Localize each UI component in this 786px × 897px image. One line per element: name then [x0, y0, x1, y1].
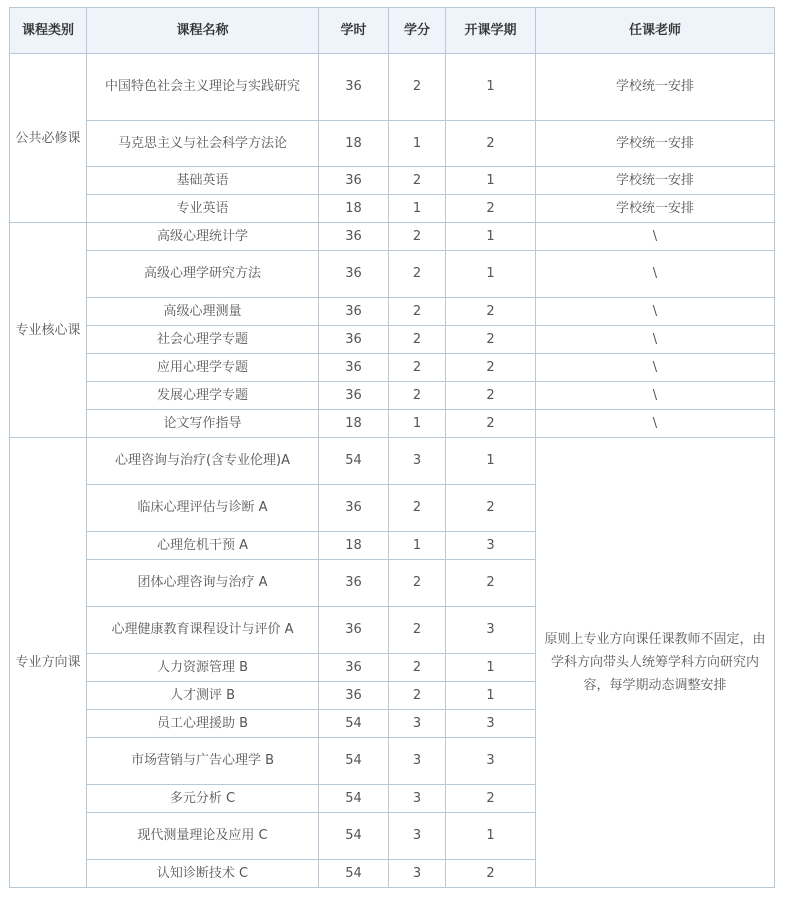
course-hours: 36	[319, 382, 389, 410]
category-direction: 专业方向课	[10, 438, 87, 888]
course-hours: 36	[319, 354, 389, 382]
course-semester: 1	[446, 251, 536, 298]
course-credits: 1	[389, 410, 446, 438]
course-hours: 36	[319, 298, 389, 326]
course-semester: 2	[446, 298, 536, 326]
course-hours: 54	[319, 860, 389, 888]
course-teacher: \	[536, 223, 775, 251]
course-semester: 1	[446, 167, 536, 195]
course-credits: 3	[389, 813, 446, 860]
course-credits: 2	[389, 654, 446, 682]
course-hours: 54	[319, 785, 389, 813]
course-credits: 2	[389, 223, 446, 251]
course-name: 认知诊断技术 C	[87, 860, 319, 888]
course-hours: 54	[319, 438, 389, 485]
header-hours: 学时	[319, 8, 389, 54]
teacher-note: 原则上专业方向课任课教师不固定，由学科方向带头人统筹学科方向研究内容，每学期动态调整安排	[536, 438, 775, 888]
course-table	[9, 7, 775, 888]
course-name: 基础英语	[87, 167, 319, 195]
table-row	[10, 54, 775, 121]
course-teacher: \	[536, 410, 775, 438]
table-row	[10, 438, 775, 485]
course-semester: 3	[446, 738, 536, 785]
course-hours: 36	[319, 167, 389, 195]
course-semester: 2	[446, 354, 536, 382]
course-hours: 36	[319, 654, 389, 682]
course-semester: 1	[446, 682, 536, 710]
header-teacher: 任课老师	[536, 8, 775, 54]
header-semester: 开课学期	[446, 8, 536, 54]
course-name: 应用心理学专题	[87, 354, 319, 382]
course-hours: 36	[319, 560, 389, 607]
course-teacher: 学校统一安排	[536, 121, 775, 167]
table-row	[10, 223, 775, 251]
course-credits: 3	[389, 438, 446, 485]
category-core: 专业核心课	[10, 223, 87, 438]
header-category: 课程类别	[10, 8, 87, 54]
course-credits: 1	[389, 121, 446, 167]
course-hours: 36	[319, 54, 389, 121]
course-semester: 2	[446, 560, 536, 607]
course-teacher: \	[536, 326, 775, 354]
course-credits: 2	[389, 251, 446, 298]
table-row	[10, 354, 775, 382]
course-credits: 2	[389, 382, 446, 410]
course-hours: 36	[319, 251, 389, 298]
course-name: 论文写作指导	[87, 410, 319, 438]
course-teacher: \	[536, 382, 775, 410]
course-semester: 2	[446, 785, 536, 813]
course-semester: 2	[446, 382, 536, 410]
course-hours: 18	[319, 195, 389, 223]
course-name: 人力资源管理 B	[87, 654, 319, 682]
course-name: 人才测评 B	[87, 682, 319, 710]
course-name: 临床心理评估与诊断 A	[87, 485, 319, 532]
course-name: 现代测量理论及应用 C	[87, 813, 319, 860]
course-semester: 2	[446, 410, 536, 438]
course-semester: 2	[446, 326, 536, 354]
course-credits: 2	[389, 354, 446, 382]
table-row	[10, 382, 775, 410]
table-row	[10, 410, 775, 438]
course-hours: 18	[319, 410, 389, 438]
course-name: 中国特色社会主义理论与实践研究	[87, 54, 319, 121]
course-teacher: \	[536, 354, 775, 382]
course-name: 心理危机干预 A	[87, 532, 319, 560]
course-hours: 18	[319, 532, 389, 560]
course-semester: 1	[446, 223, 536, 251]
course-semester: 1	[446, 438, 536, 485]
course-credits: 3	[389, 710, 446, 738]
course-teacher: \	[536, 298, 775, 326]
course-name: 社会心理学专题	[87, 326, 319, 354]
course-semester: 2	[446, 195, 536, 223]
course-credits: 3	[389, 860, 446, 888]
course-credits: 2	[389, 54, 446, 121]
course-name: 高级心理统计学	[87, 223, 319, 251]
course-semester: 3	[446, 710, 536, 738]
table-body	[10, 54, 775, 888]
table-row	[10, 326, 775, 354]
course-name: 高级心理学研究方法	[87, 251, 319, 298]
table-row	[10, 167, 775, 195]
course-semester: 1	[446, 813, 536, 860]
table-row	[10, 195, 775, 223]
table-row	[10, 298, 775, 326]
course-semester: 2	[446, 485, 536, 532]
course-teacher: 学校统一安排	[536, 54, 775, 121]
course-semester: 2	[446, 121, 536, 167]
course-credits: 2	[389, 485, 446, 532]
course-hours: 36	[319, 326, 389, 354]
course-semester: 1	[446, 654, 536, 682]
course-hours: 54	[319, 813, 389, 860]
course-name: 市场营销与广告心理学 B	[87, 738, 319, 785]
course-teacher: 学校统一安排	[536, 167, 775, 195]
course-name: 员工心理援助 B	[87, 710, 319, 738]
course-table-container	[9, 7, 775, 888]
course-hours: 36	[319, 485, 389, 532]
table-row	[10, 251, 775, 298]
course-hours: 36	[319, 607, 389, 654]
course-hours: 36	[319, 223, 389, 251]
course-name: 团体心理咨询与治疗 A	[87, 560, 319, 607]
course-semester: 2	[446, 860, 536, 888]
course-credits: 3	[389, 785, 446, 813]
header-credits: 学分	[389, 8, 446, 54]
course-credits: 2	[389, 560, 446, 607]
header-course-name: 课程名称	[87, 8, 319, 54]
course-credits: 2	[389, 682, 446, 710]
course-credits: 2	[389, 298, 446, 326]
course-name: 高级心理测量	[87, 298, 319, 326]
table-row	[10, 121, 775, 167]
course-name: 马克思主义与社会科学方法论	[87, 121, 319, 167]
course-hours: 18	[319, 121, 389, 167]
course-hours: 54	[319, 738, 389, 785]
course-hours: 54	[319, 710, 389, 738]
course-hours: 36	[319, 682, 389, 710]
course-name: 心理健康教育课程设计与评价 A	[87, 607, 319, 654]
course-credits: 1	[389, 532, 446, 560]
course-teacher: 学校统一安排	[536, 195, 775, 223]
course-credits: 1	[389, 195, 446, 223]
category-public-required: 公共必修课	[10, 54, 87, 223]
course-credits: 3	[389, 738, 446, 785]
course-semester: 1	[446, 54, 536, 121]
course-teacher: \	[536, 251, 775, 298]
course-semester: 3	[446, 532, 536, 560]
course-name: 专业英语	[87, 195, 319, 223]
course-credits: 2	[389, 326, 446, 354]
course-credits: 2	[389, 607, 446, 654]
course-name: 发展心理学专题	[87, 382, 319, 410]
course-semester: 3	[446, 607, 536, 654]
table-header-row	[10, 8, 775, 54]
course-name: 多元分析 C	[87, 785, 319, 813]
course-name: 心理咨询与治疗(含专业伦理)A	[87, 438, 319, 485]
course-credits: 2	[389, 167, 446, 195]
